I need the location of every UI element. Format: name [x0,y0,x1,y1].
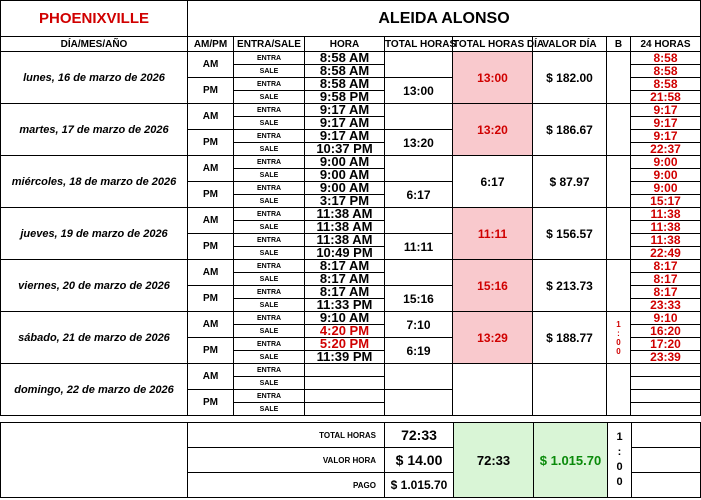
hora-value[interactable]: 8:58 AM [305,52,385,65]
hora-value[interactable]: 11:38 AM [305,208,385,221]
col-entrasale: ENTRA/SALE [234,37,305,52]
b-value: 1 : 0 0 [607,312,631,364]
sale-label: SALE [234,143,305,156]
hora-value[interactable]: 11:38 AM [305,221,385,234]
col-24-horas: 24 HORAS [631,37,701,52]
h24-value [631,364,701,377]
pm-label: PM [188,182,234,208]
total-horas-value: 72:33 [385,423,454,448]
h24-value [631,403,701,416]
day-date: martes, 17 de marzo de 2026 [1,104,188,156]
h24-value: 9:00 [631,182,701,195]
hora-value[interactable] [305,377,385,390]
pm-label: PM [188,130,234,156]
entra-label: ENTRA [234,312,305,325]
sale-label: SALE [234,273,305,286]
entra-label: ENTRA [234,260,305,273]
b-value [607,364,631,416]
total-horas-dia: 13:29 [453,312,533,364]
hora-value[interactable]: 10:49 PM [305,247,385,260]
total-horas-dia: 13:20 [453,104,533,156]
day-date: jueves, 19 de marzo de 2026 [1,208,188,260]
sale-label: SALE [234,65,305,78]
col-total-horas-dia: TOTAL HORAS DÍA [453,38,545,50]
total-horas-dia: 11:11 [453,208,533,260]
hora-value[interactable]: 8:17 AM [305,260,385,273]
hora-value[interactable]: 9:10 AM [305,312,385,325]
day-date: domingo, 22 de marzo de 2026 [1,364,188,416]
h24-value: 21:58 [631,91,701,104]
h24-value: 8:17 [631,286,701,299]
valor-dia: $ 188.77 [533,312,607,364]
total-horas-am [385,156,453,182]
entra-label: ENTRA [234,208,305,221]
h24-value: 9:10 [631,312,701,325]
hora-value[interactable]: 4:20 PM [305,325,385,338]
h24-value: 22:37 [631,143,701,156]
sale-label: SALE [234,299,305,312]
sale-label: SALE [234,195,305,208]
sale-label: SALE [234,247,305,260]
total-horas-pm: 13:00 [385,78,453,104]
am-label: AM [188,104,234,130]
am-label: AM [188,312,234,338]
sale-label: SALE [234,351,305,364]
entra-label: ENTRA [234,78,305,91]
day-date: viernes, 20 de marzo de 2026 [1,260,188,312]
col-ampm: AM/PM [188,37,234,52]
h24-value: 8:58 [631,52,701,65]
hora-value[interactable]: 11:38 AM [305,234,385,247]
h24-value: 16:20 [631,325,701,338]
summary-blank [1,423,188,498]
valor-dia: $ 186.67 [533,104,607,156]
summary-b: 1 : 0 0 [608,423,632,498]
sale-label: SALE [234,403,305,416]
entra-label: ENTRA [234,234,305,247]
pm-label: PM [188,234,234,260]
am-label: AM [188,156,234,182]
entra-label: ENTRA [234,364,305,377]
valor-hora-value: $ 14.00 [385,448,454,473]
hora-value[interactable]: 9:17 AM [305,104,385,117]
h24-value: 8:17 [631,260,701,273]
sale-label: SALE [234,169,305,182]
total-horas-pm: 6:19 [385,338,453,364]
h24-value [631,377,701,390]
total-horas-pm: 6:17 [385,182,453,208]
total-horas-pm: 15:16 [385,286,453,312]
total-horas-am [385,364,453,390]
h24-value: 8:17 [631,273,701,286]
b-value [607,104,631,156]
days-body [1,52,701,416]
h24-value: 11:38 [631,234,701,247]
h24-value: 8:58 [631,78,701,91]
h24-value: 23:39 [631,351,701,364]
col-date: DÍA/MES/AÑO [1,37,188,52]
summary-24-1 [632,423,701,448]
summary-24-3 [632,473,701,498]
total-horas-am [385,52,453,78]
col-b: B [607,37,631,52]
entra-label: ENTRA [234,390,305,403]
total-horas-dia: 15:16 [453,260,533,312]
total-horas-am [385,260,453,286]
entra-label: ENTRA [234,130,305,143]
entra-label: ENTRA [234,104,305,117]
h24-value: 9:17 [631,130,701,143]
pm-label: PM [188,78,234,104]
pm-label: PM [188,338,234,364]
total-horas-dia [453,364,533,416]
h24-value: 11:38 [631,208,701,221]
h24-value: 22:49 [631,247,701,260]
hora-value[interactable]: 9:17 AM [305,117,385,130]
hora-value[interactable]: 9:00 AM [305,182,385,195]
h24-value: 9:17 [631,117,701,130]
valor-dia [533,364,607,416]
hora-value[interactable]: 9:00 AM [305,156,385,169]
green-money: $ 1.015.70 [534,423,608,498]
total-horas-dia: 6:17 [453,156,533,208]
hora-value[interactable]: 10:37 PM [305,143,385,156]
employee-name: ALEIDA ALONSO [188,1,701,37]
day-row [1,364,701,377]
b-value [607,208,631,260]
entra-label: ENTRA [234,338,305,351]
h24-value [631,390,701,403]
hora-value[interactable]: 8:58 AM [305,65,385,78]
am-label: AM [188,364,234,390]
pm-label: PM [188,390,234,416]
day-date: miércoles, 18 de marzo de 2026 [1,156,188,208]
sale-label: SALE [234,117,305,130]
sale-label: SALE [234,221,305,234]
hora-value[interactable]: 3:17 PM [305,195,385,208]
h24-value: 23:33 [631,299,701,312]
day-date: sábado, 21 de marzo de 2026 [1,312,188,364]
h24-value: 11:38 [631,221,701,234]
hora-value[interactable] [305,390,385,403]
valor-dia: $ 213.73 [533,260,607,312]
pago-value: $ 1.015.70 [385,473,454,498]
summary-table [0,422,701,498]
hora-value[interactable]: 9:58 PM [305,91,385,104]
entra-label: ENTRA [234,286,305,299]
col-total-horas: TOTAL HORAS [385,38,457,50]
hora-value[interactable]: 8:17 AM [305,286,385,299]
h24-value: 8:58 [631,65,701,78]
sale-label: SALE [234,377,305,390]
total-horas-label: TOTAL HORAS [188,423,385,448]
am-label: AM [188,208,234,234]
col-valor-dia: VALOR DÍA [533,37,607,52]
b-value [607,260,631,312]
h24-value: 9:00 [631,169,701,182]
hora-value[interactable] [305,403,385,416]
valor-dia: $ 182.00 [533,52,607,104]
green-hours: 72:33 [454,423,534,498]
hora-value[interactable]: 8:58 AM [305,78,385,91]
entra-label: ENTRA [234,182,305,195]
total-horas-pm: 11:11 [385,234,453,260]
sale-label: SALE [234,325,305,338]
valor-hora-label: VALOR HORA [188,448,385,473]
total-horas-am: 7:10 [385,312,453,338]
total-horas-am [385,208,453,234]
h24-value: 9:00 [631,156,701,169]
b-value [607,156,631,208]
am-label: AM [188,260,234,286]
hora-value[interactable]: 5:20 PM [305,338,385,351]
b-value [607,52,631,104]
valor-dia: $ 156.57 [533,208,607,260]
total-horas-pm: 13:20 [385,130,453,156]
col-hora: HORA [305,37,385,52]
day-date: lunes, 16 de marzo de 2026 [1,52,188,104]
summary-24-2 [632,448,701,473]
hora-value[interactable]: 11:33 PM [305,299,385,312]
sale-label: SALE [234,91,305,104]
h24-value: 17:20 [631,338,701,351]
location-title: PHOENIXVILLE [1,1,188,37]
hora-value[interactable]: 9:00 AM [305,169,385,182]
valor-dia: $ 87.97 [533,156,607,208]
total-horas-pm [385,390,453,416]
hora-value[interactable]: 11:39 PM [305,351,385,364]
hora-value[interactable]: 9:17 AM [305,130,385,143]
am-label: AM [188,52,234,78]
h24-value: 9:17 [631,104,701,117]
hora-value[interactable]: 8:17 AM [305,273,385,286]
pm-label: PM [188,286,234,312]
hora-value[interactable] [305,364,385,377]
total-horas-am [385,104,453,130]
entra-label: ENTRA [234,52,305,65]
total-horas-dia: 13:00 [453,52,533,104]
entra-label: ENTRA [234,156,305,169]
pago-label: PAGO [188,473,385,498]
h24-value: 15:17 [631,195,701,208]
